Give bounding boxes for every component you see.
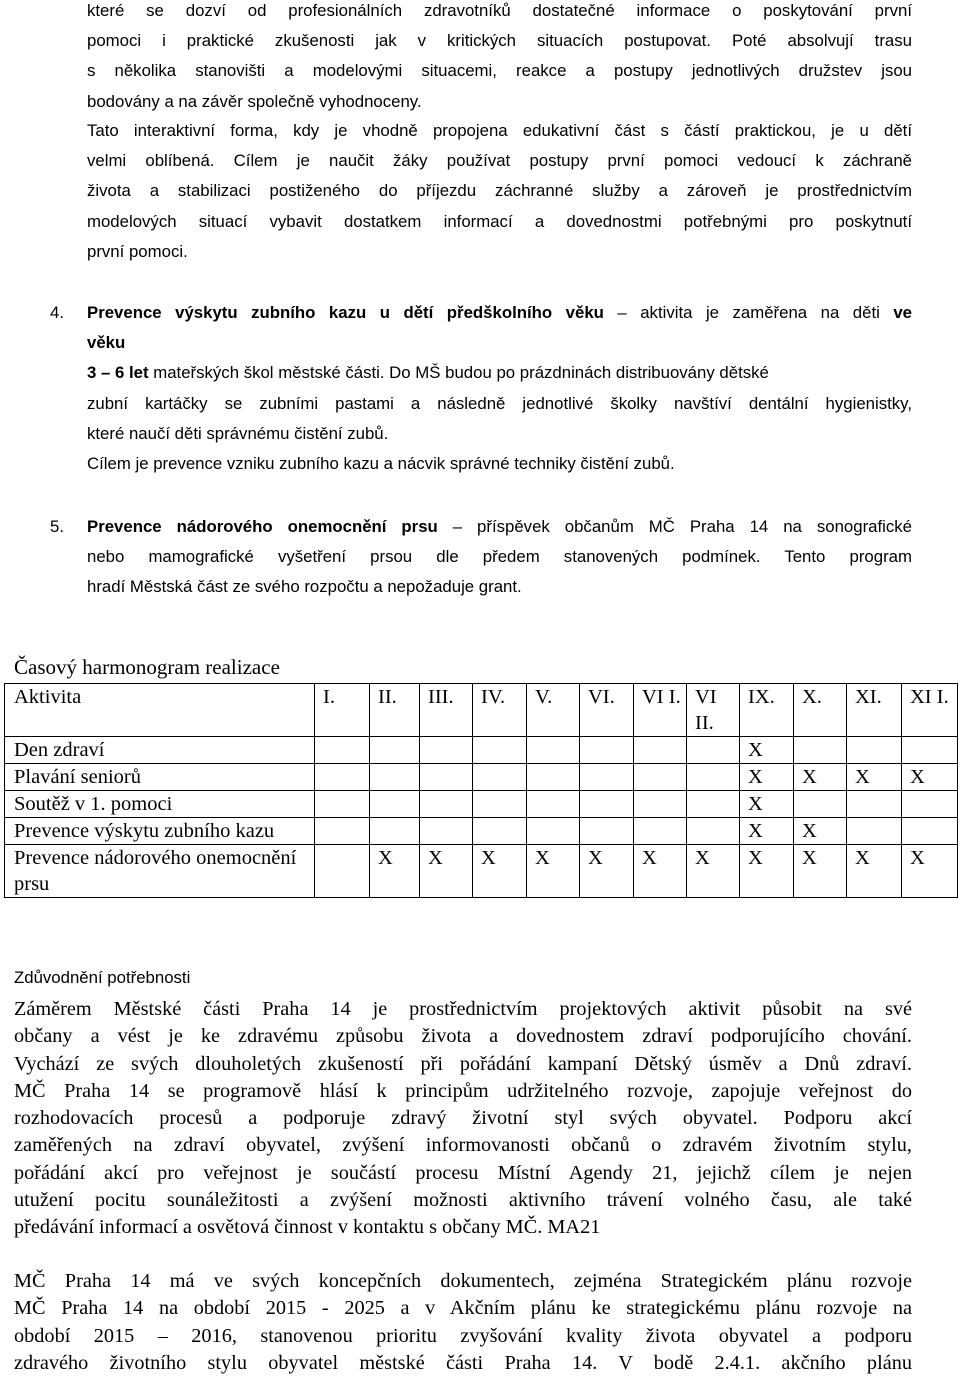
- paragraph-line: období 2015 – 2016, stanovenou prioritu zvyšování kvality života obyvatel a podporu: [14, 1324, 912, 1347]
- month-cell: X: [847, 764, 902, 791]
- paragraph-line: nebo mamografické vyšetření prsou dle předem stanovených podmínek. Tento program: [87, 547, 912, 567]
- month-cell: X: [902, 845, 958, 898]
- activity-cell: Prevence nádorového onemocnění prsu: [5, 845, 315, 898]
- month-cell: X: [580, 845, 634, 898]
- schedule-row: [5, 845, 958, 898]
- month-cell: X: [473, 845, 527, 898]
- month-cell: X: [740, 764, 794, 791]
- month-cell: [902, 791, 958, 818]
- paragraph-line: rozhodovacích procesů a podporuje zdravý životní styl svých obyvatel. Podporu akcí: [14, 1107, 912, 1130]
- paragraph-line: utužení pocitu sounáležitosti a zvýšení možnosti aktivního trávení volného času, ale také: [14, 1189, 912, 1212]
- paragraph-line: hradí Městská část ze svého rozpočtu a nepožaduje grant.: [87, 577, 522, 597]
- month-cell: [420, 764, 473, 791]
- month-cell: X: [902, 764, 958, 791]
- header-cell: XI I.: [902, 684, 958, 737]
- month-cell: [315, 791, 370, 818]
- item4-title: Prevence výskytu zubního kazu u dětí předškolního věku: [87, 303, 604, 322]
- paragraph-line: modelových situací vybavit dostatkem informací a dovednostmi potřebnými pro poskytnutí: [87, 211, 912, 231]
- header-cell: V.: [527, 684, 580, 737]
- activity-cell: Prevence výskytu zubního kazu: [5, 818, 315, 845]
- schedule-row: [5, 737, 958, 764]
- paragraph-line: MČ Praha 14 na období 2015 - 2025 a v Akčním plánu ke strategickému plánu rozvoje na: [14, 1297, 912, 1320]
- item4-line1: [87, 298, 912, 328]
- paragraph-line: zubní kartáčky se zubními pastami a následně jednotlivé školky navštíví dentální hygienistky,: [87, 393, 912, 413]
- header-cell: I.: [315, 684, 370, 737]
- item4-line3: [87, 358, 912, 388]
- month-cell: [420, 737, 473, 764]
- month-cell: [902, 737, 958, 764]
- month-cell: [634, 764, 687, 791]
- month-cell: [473, 737, 527, 764]
- paragraph-line: MČ Praha 14 se programově hlásí k principům udržitelného rozvoje, zapojuje veřejnost do: [14, 1079, 912, 1102]
- month-cell: [473, 764, 527, 791]
- item4-line1-rest: – aktivita je zaměřena na děti: [603, 303, 894, 322]
- paragraph-line: předávání informací a osvětová činnost v kontaktu s občany MČ. MA21: [14, 1216, 601, 1239]
- item5-title: Prevence nádorového onemocnění prsu: [87, 517, 438, 536]
- month-cell: [473, 791, 527, 818]
- paragraph-line: Cílem je prevence vzniku zubního kazu a nácvik správné techniky čistění zubů.: [87, 454, 675, 474]
- month-cell: [527, 791, 580, 818]
- schedule-table: [4, 683, 958, 898]
- paragraph-line: s několika stanovišti a modelovými situacemi, reakce a postupy jednotlivých družstev jsou: [87, 61, 912, 81]
- month-cell: [370, 737, 420, 764]
- activity-cell: Den zdraví: [5, 737, 315, 764]
- header-cell: IX.: [740, 684, 794, 737]
- month-cell: X: [420, 845, 473, 898]
- month-cell: [527, 818, 580, 845]
- item4-number: 4.: [50, 303, 64, 322]
- item5-line1-rest: – příspěvek občanům MČ Praha 14 na sonografické: [437, 517, 912, 536]
- header-cell: VI II.: [687, 684, 740, 737]
- month-cell: [315, 737, 370, 764]
- schedule-row: [5, 764, 958, 791]
- item4-block: [87, 298, 912, 479]
- header-cell: Aktivita: [5, 684, 315, 737]
- month-cell: [902, 818, 958, 845]
- month-cell: X: [370, 845, 420, 898]
- month-cell: [473, 818, 527, 845]
- month-cell: [370, 791, 420, 818]
- month-cell: X: [740, 791, 794, 818]
- header-cell: IV.: [473, 684, 527, 737]
- month-cell: X: [740, 818, 794, 845]
- item5-number: 5.: [50, 517, 64, 536]
- month-cell: [847, 818, 902, 845]
- header-cell: VI.: [580, 684, 634, 737]
- item4-line3-rest: mateřských škol městské části. Do MŠ budou po prázdninách distribuovány dětské: [148, 363, 769, 383]
- month-cell: X: [794, 845, 847, 898]
- month-cell: X: [687, 845, 740, 898]
- header-cell: III.: [420, 684, 473, 737]
- justification-paragraph-2: [14, 1268, 912, 1377]
- month-cell: [527, 737, 580, 764]
- month-cell: [580, 791, 634, 818]
- paragraph-line: života a stabilizaci postiženého do příjezdu záchranné služby a zároveň je prostřednictvím: [87, 181, 912, 201]
- paragraph-line: zdravého životního stylu obyvatel městské části Praha 14. V bodě 2.4.1. akčního plánu: [14, 1351, 912, 1374]
- paragraph-line: které naučí děti správnému čistění zubů.: [87, 423, 389, 443]
- month-cell: [370, 818, 420, 845]
- month-cell: X: [847, 845, 902, 898]
- month-cell: [580, 764, 634, 791]
- paragraph-line: první pomoci.: [87, 241, 188, 261]
- activity-cell: Soutěž v 1. pomoci: [5, 791, 315, 818]
- month-cell: [687, 764, 740, 791]
- month-cell: [794, 791, 847, 818]
- interactive-paragraph: [87, 116, 912, 267]
- justification-paragraph-1: [14, 996, 912, 1242]
- header-cell: XI.: [847, 684, 902, 737]
- schedule-row: [5, 818, 958, 845]
- item4-line1-bold-end: ve: [893, 303, 912, 322]
- month-cell: [370, 764, 420, 791]
- schedule-title: Časový harmonogram realizace: [14, 655, 280, 679]
- month-cell: [315, 845, 370, 898]
- month-cell: [580, 818, 634, 845]
- month-cell: [634, 818, 687, 845]
- item4-age-range: 3 – 6 let: [87, 363, 149, 383]
- justification-heading: Zdůvodnění potřebnosti: [14, 968, 191, 987]
- paragraph-line: pomoci i praktické zkušenosti jak v kritických situacích postupovat. Poté absolvují trasu: [87, 31, 912, 51]
- month-cell: X: [740, 845, 794, 898]
- header-cell: VI I.: [634, 684, 687, 737]
- month-cell: [687, 818, 740, 845]
- schedule-row: [5, 791, 958, 818]
- month-cell: [420, 818, 473, 845]
- paragraph-line: zaměřených na zdraví obyvatel, zvýšení informovanosti občanů o zdravém životním stylu,: [14, 1134, 912, 1157]
- month-cell: X: [740, 737, 794, 764]
- month-cell: [794, 737, 847, 764]
- month-cell: [847, 791, 902, 818]
- month-cell: [315, 764, 370, 791]
- month-cell: [634, 791, 687, 818]
- month-cell: [634, 737, 687, 764]
- month-cell: [580, 737, 634, 764]
- paragraph-line: Vychází ze svých dlouholetých zkušeností při pořádání kampaní Dětský úsměv a Dnů zdraví.: [14, 1052, 912, 1075]
- item5-line1: [87, 512, 912, 542]
- month-cell: [315, 818, 370, 845]
- intro-paragraph: [87, 0, 912, 117]
- paragraph-line: pořádání akcí pro veřejnost je součástí procesu Místní Agendy 21, jejichž cílem je nejen: [14, 1161, 912, 1184]
- month-cell: X: [794, 764, 847, 791]
- paragraph-line: bodovány a na závěr společně vyhodnoceny.: [87, 91, 422, 111]
- item5-block: [87, 512, 912, 603]
- month-cell: X: [794, 818, 847, 845]
- month-cell: [687, 737, 740, 764]
- header-cell: II.: [370, 684, 420, 737]
- month-cell: [847, 737, 902, 764]
- month-cell: X: [634, 845, 687, 898]
- month-cell: [527, 764, 580, 791]
- paragraph-line: MČ Praha 14 má ve svých koncepčních dokumentech, zejména Strategickém plánu rozvoje: [14, 1270, 912, 1292]
- paragraph-line: velmi oblíbená. Cílem je naučit žáky používat postupy první pomoci vedoucí k záchraně: [87, 151, 912, 171]
- header-cell: X.: [794, 684, 847, 737]
- schedule-header-row: [5, 684, 958, 737]
- paragraph-line: které se dozví od profesionálních zdravotníků dostatečné informace o poskytování první: [87, 1, 912, 20]
- month-cell: X: [527, 845, 580, 898]
- paragraph-line: Záměrem Městské části Praha 14 je prostřednictvím projektových aktivit působit na své: [14, 998, 912, 1020]
- month-cell: [420, 791, 473, 818]
- item4-line2: věku: [87, 333, 126, 353]
- paragraph-line: Tato interaktivní forma, kdy je vhodně propojena edukativní část s částí praktickou, je u dětí: [87, 121, 912, 140]
- paragraph-line: občany a vést je ke zdravému způsobu života a dovednostem zdraví podporujícího chování.: [14, 1025, 912, 1048]
- activity-cell: Plavání seniorů: [5, 764, 315, 791]
- month-cell: [687, 791, 740, 818]
